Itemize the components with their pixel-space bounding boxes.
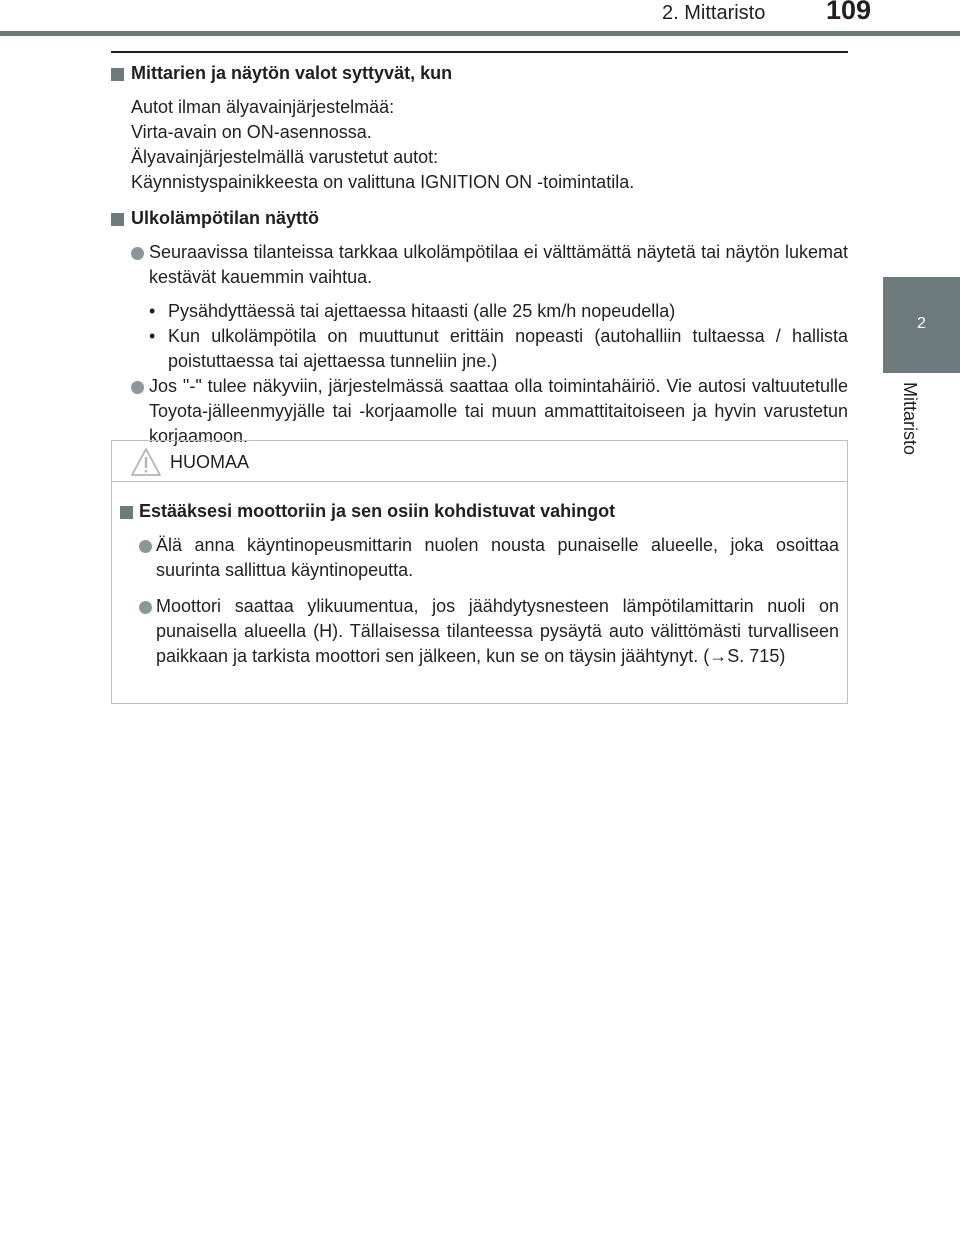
notice-heading-text: Estääksesi moottoriin ja sen osiin kohdistuvat vahingot [139,501,616,521]
notice-list-item [112,533,847,583]
side-tab-label: Mittaristo [900,382,920,456]
notice-box [111,440,848,704]
warning-triangle-icon [130,447,162,477]
notice-header [112,441,847,482]
sub-list-item [111,324,848,374]
chapter-title: 2. Mittaristo [662,2,766,24]
round-bullet-icon [139,540,152,553]
square-bullet-icon [111,213,124,226]
sub-list-item-text: Pysähdyttäessä tai ajettaessa hitaasti (alle 25 km/h nopeudella) [168,301,676,321]
paragraph-line: Käynnistyspainikkeesta on valittuna IGNITION ON -toimintatila. [131,172,635,192]
notice-title: HUOMAA [170,452,250,472]
square-bullet-icon [120,506,133,519]
list-item-text: Seuraavissa tilanteissa tarkkaa ulkolämpötilaa ei välttämättä näytetä tai näytön lukemat kestävät kauemmin vaihtua. [149,242,848,287]
square-bullet-icon [111,68,124,81]
dot-bullet-icon: • [149,326,156,346]
list-item-text: Jos "-" tulee näkyviin, järjestelmässä saattaa olla toimintahäiriö. Vie autosi valtuutetulle Toyota-jälleenmyyjälle tai -korjaamolle tai muun ammattitaitoiseen ja hyvin varustetun korjaamoon. [149,376,848,446]
notice-list-item-text: Älä anna käyntinopeusmittarin nuolen nousta punaiselle alueelle, joka osoittaa suurinta sallittua käyntinopeutta. [156,535,839,580]
notice-list-item [112,594,847,669]
list-item [111,374,848,449]
paragraph-line: Älyavainjärjestelmällä varustetut autot: [131,147,439,167]
page-number: 109 [826,0,872,25]
main-content [111,61,848,449]
round-bullet-icon [139,601,152,614]
notice-body [112,499,847,669]
sub-list-item-text: Kun ulkolämpötila on muuttunut erittäin nopeasti (autohalliin tultaessa / hallista poistuttaessa tai ajettaessa tunneliin jne.) [168,326,848,371]
sub-list-item [111,299,848,324]
paragraph-line: Autot ilman älyavainjärjestelmää: [131,97,395,117]
section-divider [111,51,848,53]
list-item [111,240,848,290]
notice-heading [120,499,847,524]
round-bullet-icon [131,381,144,394]
section-heading-text: Ulkolämpötilan näyttö [131,208,320,228]
header-rule [0,31,960,36]
chapter-side-tab [883,277,960,373]
section-heading-text: Mittarien ja näytön valot syttyvät, kun [131,63,453,83]
round-bullet-icon [131,247,144,260]
notice-list-item-text: Moottori saattaa ylikuumentua, jos jäähdytysnesteen lämpötilamittarin nuoli on punaisella alueella (H). Tällaisessa tilanteessa pysäytä auto välittömästi turvalliseen paikkaan ja tarkista moottori sen jälkeen, kun se on täysin jäähtynyt. (→S. 715) [156,596,839,666]
paragraph-line: Virta-avain on ON-asennossa. [131,122,372,142]
side-tab-number: 2 [917,315,926,332]
section-heading [111,206,848,231]
dot-bullet-icon: • [149,301,156,321]
section-heading [111,61,848,86]
